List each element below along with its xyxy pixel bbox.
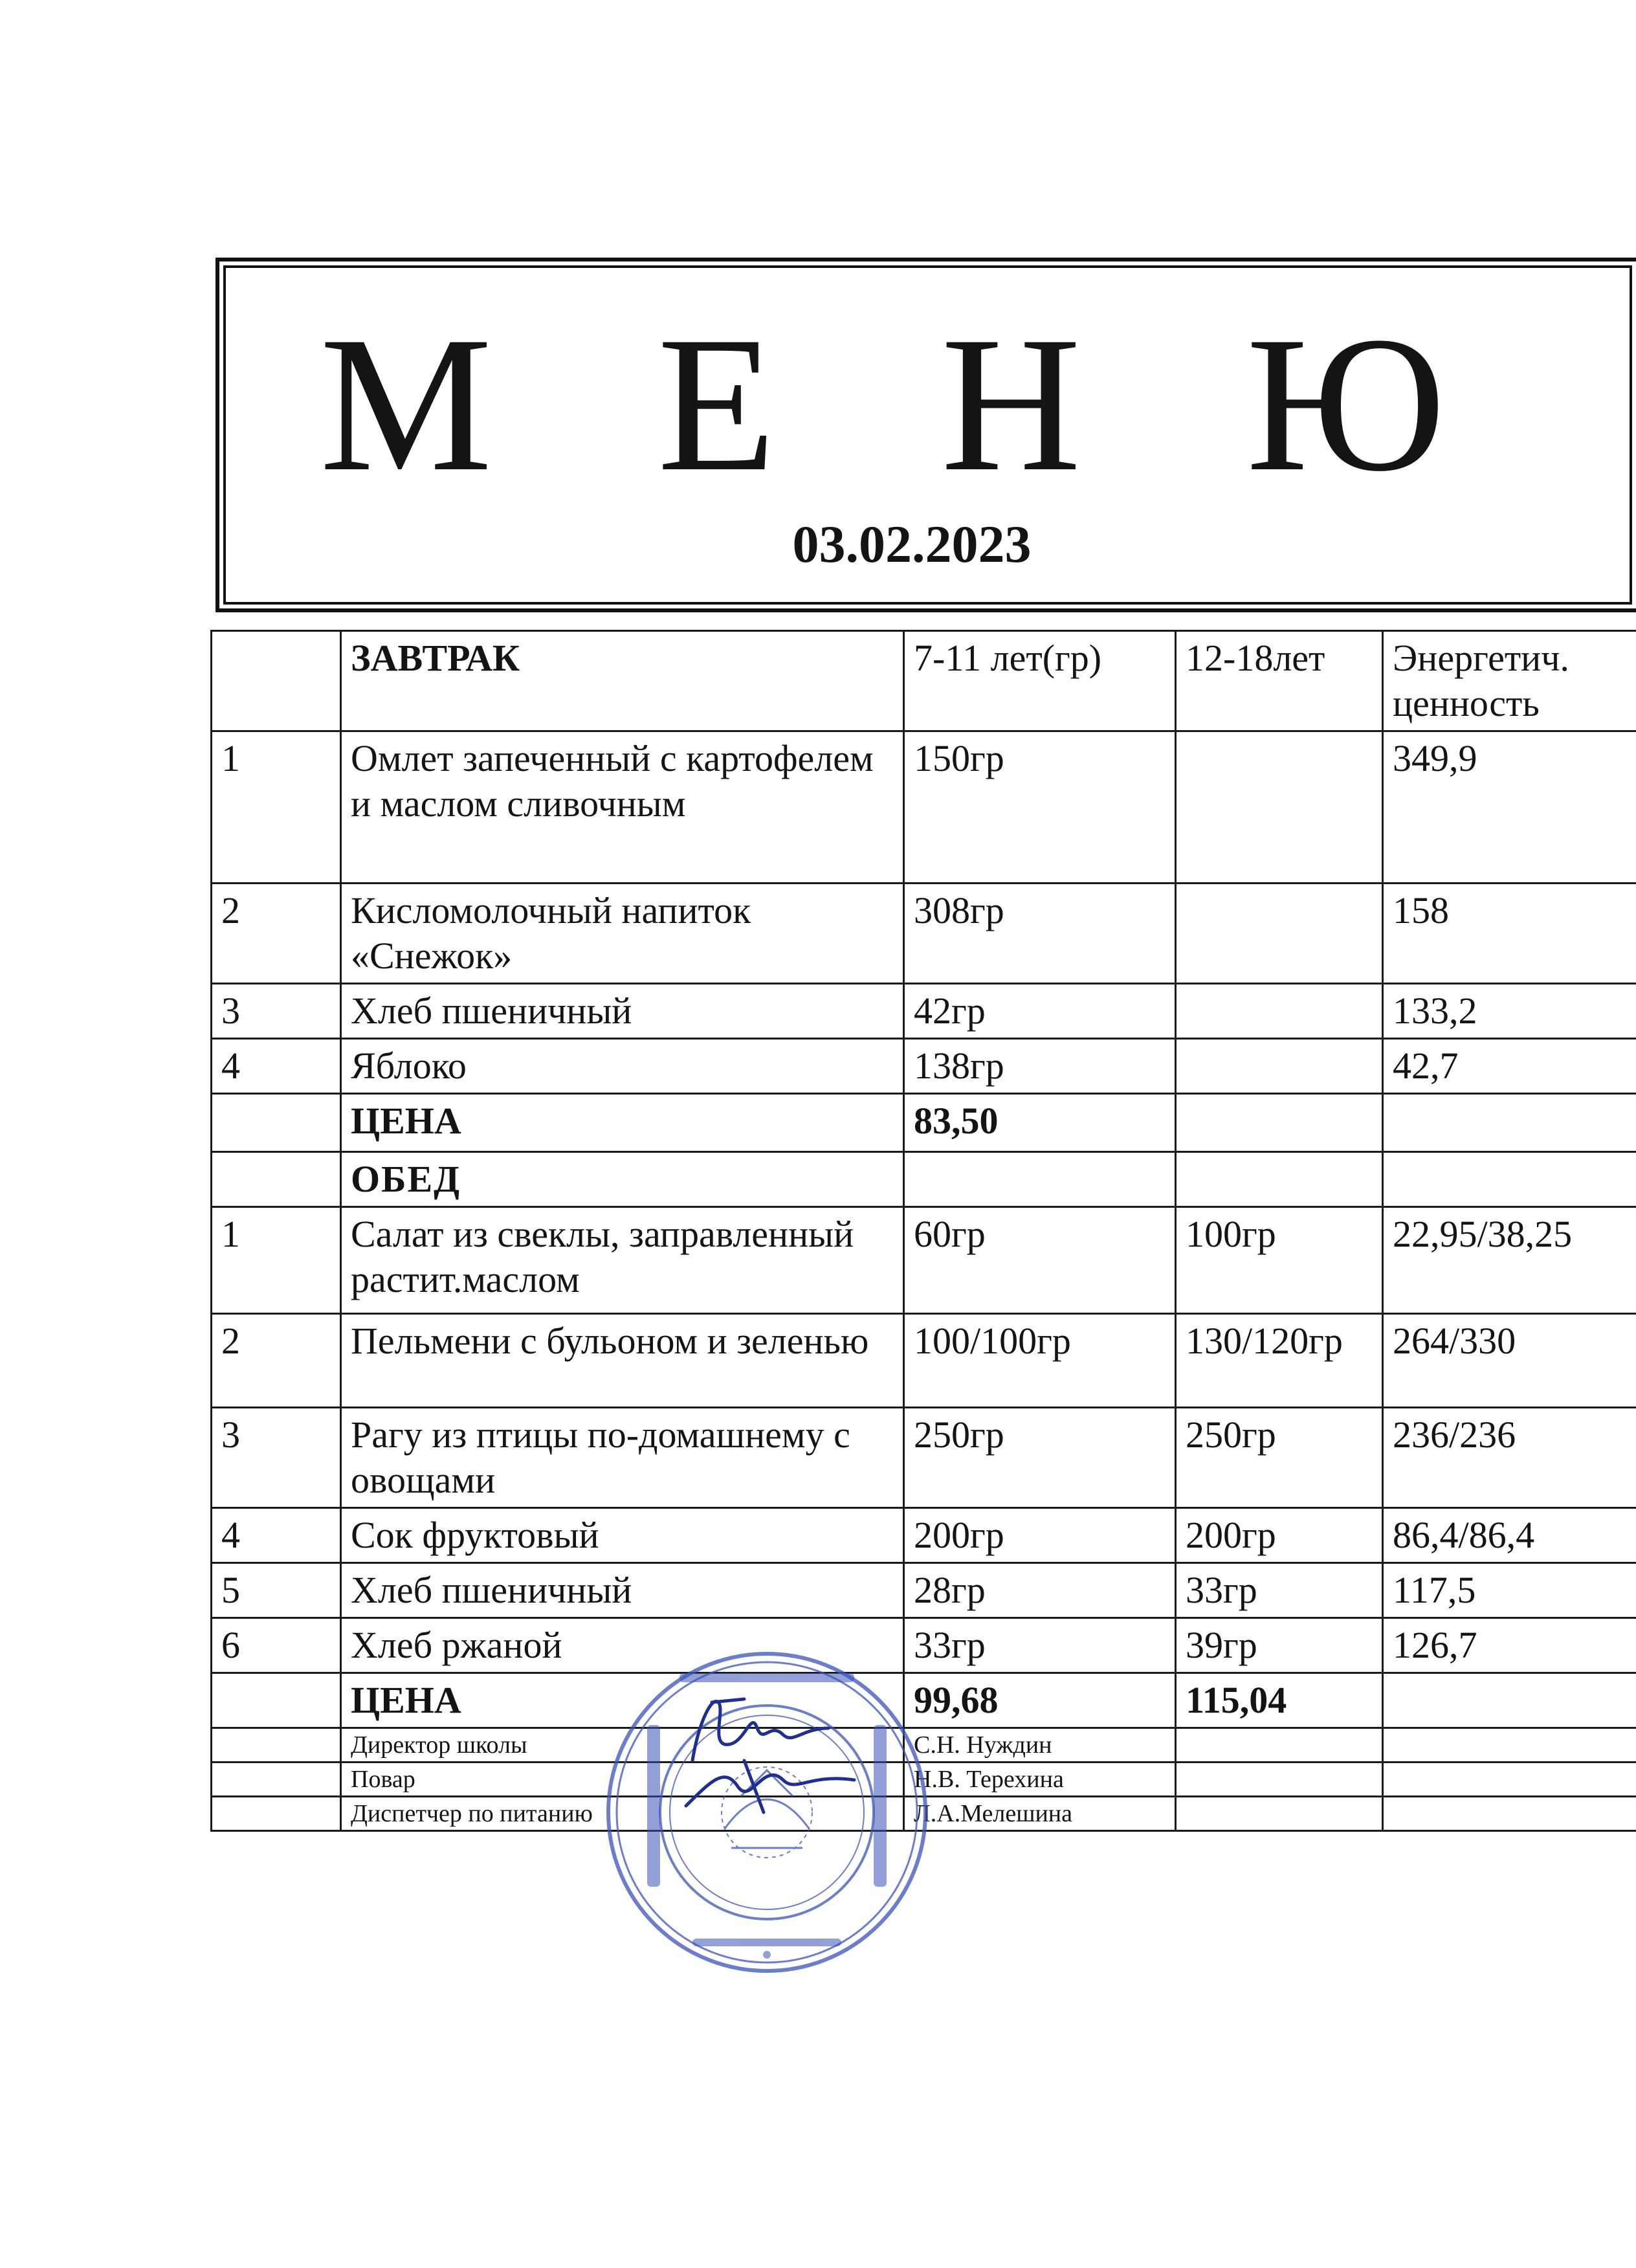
row-number: 4: [212, 1508, 341, 1563]
energy-value: 158: [1383, 884, 1636, 984]
row-number: 1: [212, 731, 341, 884]
row-number: 4: [212, 1039, 341, 1094]
energy-value: 236/236: [1383, 1408, 1636, 1508]
empty-cell: [1383, 1673, 1636, 1728]
portion-12-18: 33гр: [1176, 1563, 1383, 1618]
dish-name: Рагу из птицы по-домашнему с овощами: [341, 1408, 904, 1508]
empty-cell: [212, 1762, 341, 1797]
portion-12-18: 250гр: [1176, 1408, 1383, 1508]
energy-value: 117,5: [1383, 1563, 1636, 1618]
empty-cell: [212, 1094, 341, 1152]
empty-cell: [212, 1673, 341, 1728]
row-number: 5: [212, 1563, 341, 1618]
header-num-cell: [212, 631, 341, 731]
signature-name: Н.В. Терехина: [904, 1762, 1176, 1797]
table-row: [212, 1563, 1636, 1618]
empty-cell: [212, 1152, 341, 1207]
empty-cell: [1176, 1797, 1383, 1831]
section-breakfast-title: ЗАВТРАК: [341, 631, 904, 731]
row-number: 2: [212, 884, 341, 984]
dish-name: Яблоко: [341, 1039, 904, 1094]
table-row: [212, 884, 1636, 984]
dish-name: Хлеб ржаной: [341, 1618, 904, 1673]
energy-value: 133,2: [1383, 984, 1636, 1039]
portion-12-18: 200гр: [1176, 1508, 1383, 1563]
row-number: 1: [212, 1207, 341, 1314]
portion-12-18: [1176, 984, 1383, 1039]
portion-7-11: 138гр: [904, 1039, 1176, 1094]
dish-name: Салат из свеклы, заправленный растит.маслом: [341, 1207, 904, 1314]
section-lunch-title: ОБЕД: [341, 1152, 904, 1207]
dish-name: Сок фруктовый: [341, 1508, 904, 1563]
breakfast-price-row: [212, 1094, 1636, 1152]
dish-name: Хлеб пшеничный: [341, 1563, 904, 1618]
empty-cell: [1383, 1152, 1636, 1207]
lunch-title-row: [212, 1152, 1636, 1207]
portion-7-11: 42гр: [904, 984, 1176, 1039]
row-number: 6: [212, 1618, 341, 1673]
portion-12-18: 100гр: [1176, 1207, 1383, 1314]
empty-cell: [1383, 1094, 1636, 1152]
empty-cell: [1176, 1152, 1383, 1207]
portion-7-11: 200гр: [904, 1508, 1176, 1563]
dish-name: Омлет запеченный с картофелем и маслом сливочным: [341, 731, 904, 884]
portion-7-11: 308гр: [904, 884, 1176, 984]
empty-cell: [1383, 1797, 1636, 1831]
empty-cell: [1176, 1094, 1383, 1152]
handwritten-signature: [673, 1683, 867, 1825]
energy-value: 264/330: [1383, 1314, 1636, 1408]
dish-name: Хлеб пшеничный: [341, 984, 904, 1039]
table-row: [212, 1314, 1636, 1408]
row-number: 3: [212, 1408, 341, 1508]
table-row: [212, 1039, 1636, 1094]
dish-name: Кисломолочный напиток «Снежок»: [341, 884, 904, 984]
portion-12-18: 39гр: [1176, 1618, 1383, 1673]
energy-value: 126,7: [1383, 1618, 1636, 1673]
portion-7-11: 100/100гр: [904, 1314, 1176, 1408]
lunch-price-label: ЦЕНА: [341, 1673, 904, 1728]
portion-7-11: 150гр: [904, 731, 1176, 884]
row-number: 3: [212, 984, 341, 1039]
energy-value: 22,95/38,25: [1383, 1207, 1636, 1314]
table-row: [212, 984, 1636, 1039]
portion-12-18: [1176, 1039, 1383, 1094]
lunch-price-12-18: 115,04: [1176, 1673, 1383, 1728]
portion-12-18: [1176, 884, 1383, 984]
energy-value: 349,9: [1383, 731, 1636, 884]
column-age-7-11: 7-11 лет(гр): [904, 631, 1176, 731]
portion-7-11: 250гр: [904, 1408, 1176, 1508]
empty-cell: [904, 1152, 1176, 1207]
signature-name: Л.А.Мелешина: [904, 1797, 1176, 1831]
breakfast-price-value: 83,50: [904, 1094, 1176, 1152]
portion-12-18: 130/120гр: [1176, 1314, 1383, 1408]
empty-cell: [1176, 1762, 1383, 1797]
portion-12-18: [1176, 731, 1383, 884]
column-energy: Энергетич. ценность: [1383, 631, 1636, 731]
energy-value: 86,4/86,4: [1383, 1508, 1636, 1563]
dish-name: Пельмени с бульоном и зеленью: [341, 1314, 904, 1408]
signature-role: Повар: [341, 1762, 904, 1797]
portion-7-11: 60гр: [904, 1207, 1176, 1314]
menu-title: М Е Н Ю: [320, 296, 1504, 511]
lunch-price-7-11: 99,68: [904, 1673, 1176, 1728]
table-row: [212, 1408, 1636, 1508]
table-row: [212, 1207, 1636, 1314]
energy-value: 42,7: [1383, 1039, 1636, 1094]
table-row: [212, 1508, 1636, 1563]
row-number: 2: [212, 1314, 341, 1408]
portion-7-11: 33гр: [904, 1618, 1176, 1673]
empty-cell: [212, 1797, 341, 1831]
signature-role: Директор школы: [341, 1728, 904, 1762]
portion-7-11: 28гр: [904, 1563, 1176, 1618]
empty-cell: [1383, 1762, 1636, 1797]
breakfast-price-label: ЦЕНА: [341, 1094, 904, 1152]
menu-date: 03.02.2023: [792, 515, 1032, 573]
empty-cell: [212, 1728, 341, 1762]
empty-cell: [1176, 1728, 1383, 1762]
signature-role: Диспетчер по питанию: [341, 1797, 904, 1831]
menu-header-box: [216, 258, 1636, 612]
signature-name: С.Н. Нуждин: [904, 1728, 1176, 1762]
column-age-12-18: 12-18лет: [1176, 631, 1383, 731]
table-row: [212, 731, 1636, 884]
empty-cell: [1383, 1728, 1636, 1762]
table-header-row: [212, 631, 1636, 731]
